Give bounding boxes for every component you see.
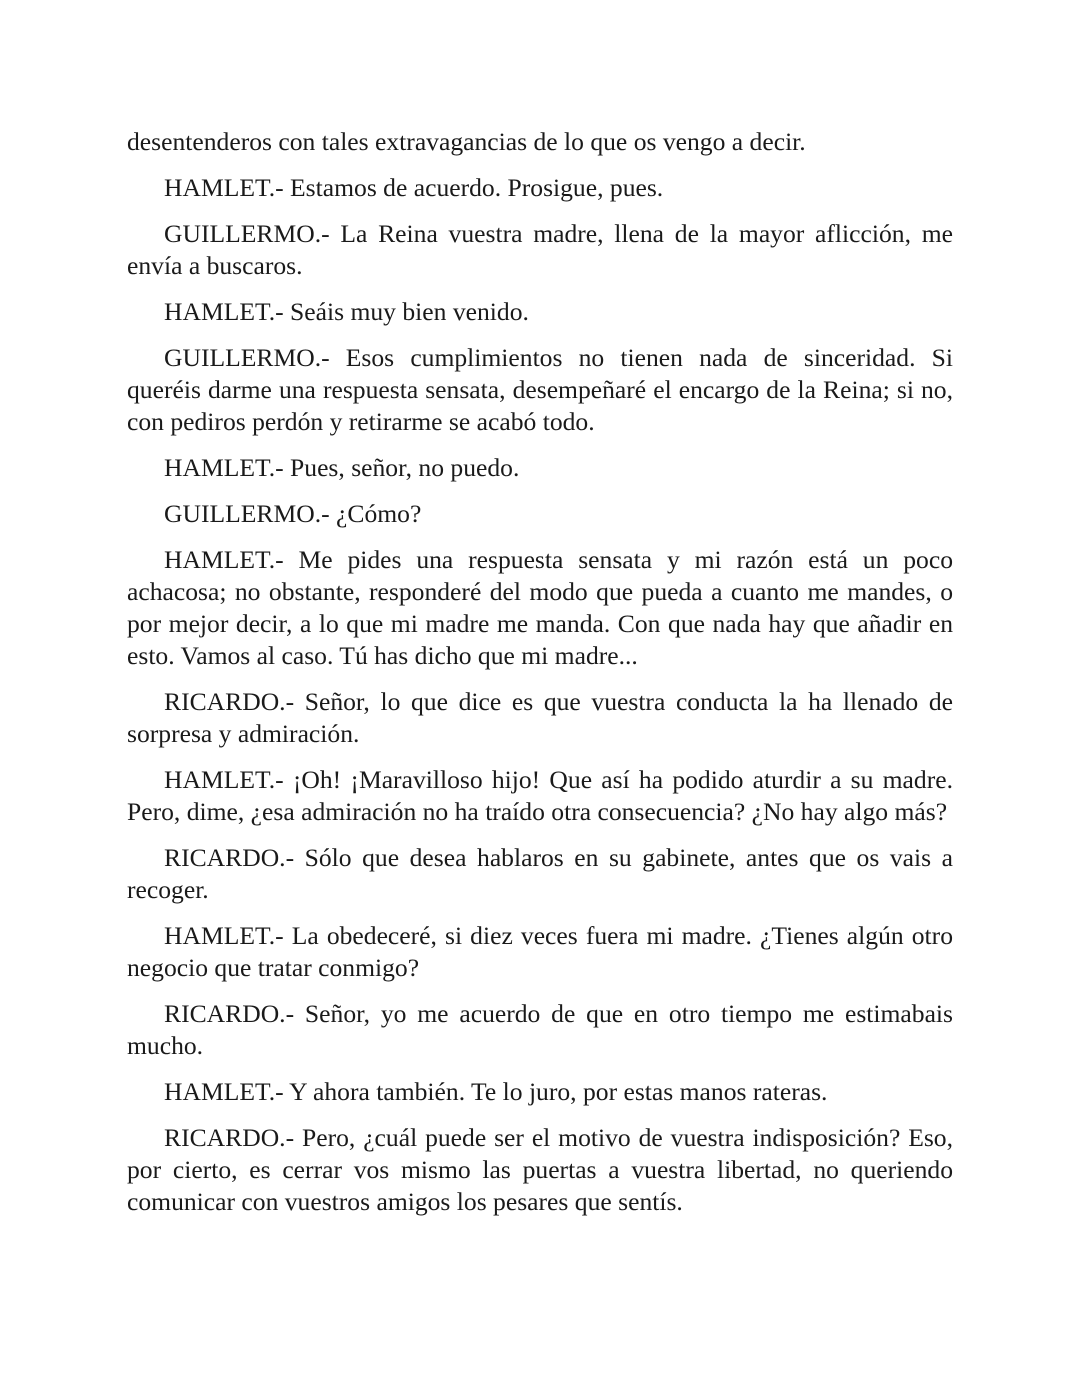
- dialogue-paragraph: HAMLET.- Seáis muy bien venido.: [164, 297, 529, 326]
- document-page: [127, 126, 953, 1232]
- dialogue-paragraph: HAMLET.- ¡Oh! ¡Maravilloso hijo! Que así ha podido aturdir a su madre. Pero, dime, ¿esa admiración no ha traído otra consecuencia? ¿No hay algo más?: [127, 765, 953, 826]
- dialogue-paragraph: HAMLET.- La obedeceré, si diez veces fuera mi madre. ¿Tienes algún otro negocio que tratar conmigo?: [127, 921, 953, 982]
- dialogue-paragraph: RICARDO.- Señor, yo me acuerdo de que en otro tiempo me estimabais mucho.: [127, 999, 953, 1060]
- dialogue-paragraph: GUILLERMO.- La Reina vuestra madre, llena de la mayor aflicción, me envía a buscaros.: [127, 219, 953, 280]
- dialogue-paragraph: HAMLET.- Me pides una respuesta sensata y mi razón está un poco achacosa; no obstante, responderé del modo que pueda a cuanto me mandes, o por mejor decir, a lo que mi madre me manda. Con que nada hay que añadir en esto. Vamos al caso. Tú has dicho que mi madre...: [127, 545, 953, 670]
- dialogue-paragraph: GUILLERMO.- Esos cumplimientos no tienen nada de sinceridad. Si queréis darme una respuesta sensata, desempeñaré el encargo de la Reina; si no, con pediros perdón y retirarme se acabó todo.: [127, 343, 953, 436]
- dialogue-paragraph: HAMLET.- Pues, señor, no puedo.: [164, 453, 520, 482]
- dialogue-paragraph: HAMLET.- Estamos de acuerdo. Prosigue, pues.: [164, 173, 664, 202]
- dialogue-paragraph: RICARDO.- Sólo que desea hablaros en su gabinete, antes que os vais a recoger.: [127, 843, 953, 904]
- dialogue-paragraph: GUILLERMO.- ¿Cómo?: [164, 499, 422, 528]
- paragraph-continuation: desentenderos con tales extravagancias de lo que os vengo a decir.: [127, 127, 806, 156]
- dialogue-paragraph: RICARDO.- Señor, lo que dice es que vuestra conducta la ha llenado de sorpresa y admiración.: [127, 687, 953, 748]
- dialogue-paragraph: RICARDO.- Pero, ¿cuál puede ser el motivo de vuestra indisposición? Eso, por cierto, es cerrar vos mismo las puertas a vuestra libertad, no queriendo comunicar con vuestros amigos los pesares que sentís.: [127, 1123, 953, 1216]
- dialogue-paragraph: HAMLET.- Y ahora también. Te lo juro, por estas manos rateras.: [164, 1077, 828, 1106]
